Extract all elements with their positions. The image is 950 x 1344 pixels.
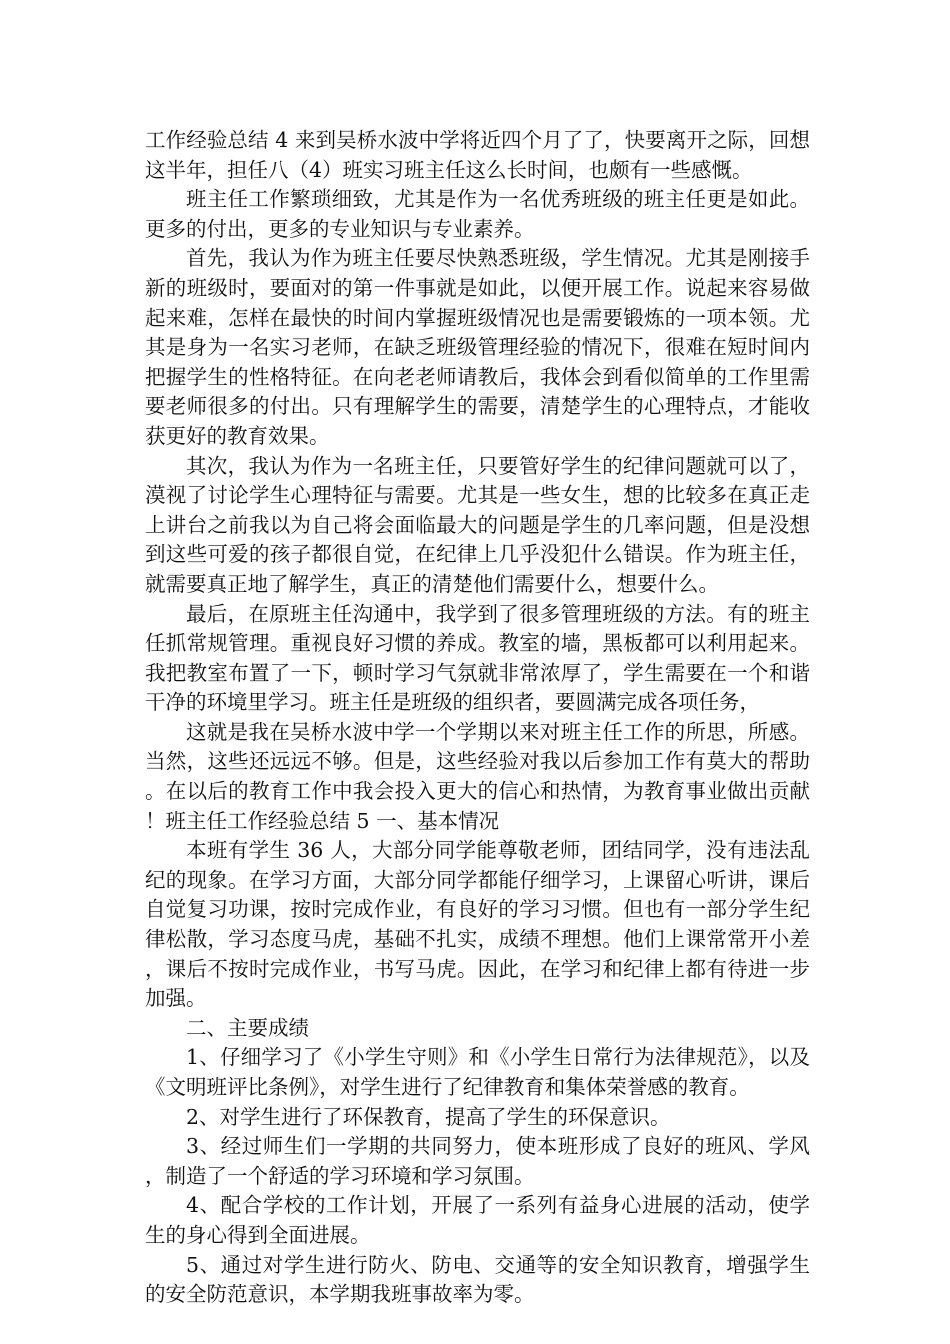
section-heading-achievements: 二、主要成绩 (186, 1015, 309, 1040)
list-item-achievement-4: 4、配合学校的工作计划，开展了一系列有益身心进展的活动，使学生的身心得到全面进展。 (145, 1193, 810, 1247)
list-item-achievement-3: 3、经过师生们一学期的共同努力，使本班形成了良好的班风、学风，制造了一个舒适的学习环境和学习氛围。 (145, 1134, 810, 1188)
list-item-achievement-1: 1、仔细学习了《小学生守则》和《小学生日常行为法律规范》，以及《文明班评比条例》，对学生进行了纪律教育和集体荣誉感的教育。 (145, 1045, 810, 1099)
paragraph-work-nature: 班主任工作繁琐细致，尤其是作为一名优秀班级的班主任更是如此。更多的付出，更多的专业知识与专业素养。 (145, 187, 810, 241)
paragraph-conclusion: 这就是我在吴桥水波中学一个学期以来对班主任工作的所思，所感。当然，这些还远远不够。但是，这些经验对我以后参加工作有莫大的帮助。在以后的教育工作中我会投入更大的信心和热情，为教育事业做出贡献！班主任工作经验总结 5 一、基本情况 (145, 719, 810, 833)
list-item-achievement-2: 2、对学生进行了环保教育，提高了学生的环保意识。 (186, 1104, 671, 1129)
list-item-achievement-5: 5、通过对学生进行防火、防电、交通等的安全知识教育，增强学生的安全防范意识，本学期我班事故率为零。 (145, 1252, 810, 1307)
paragraph-class-situation: 本班有学生 36 人，大部分同学能尊敬老师，团结同学，没有违法乱纪的现象。在学习方面，大部分同学都能仔细学习，上课留心听讲，课后自觉复习功课，按时完成作业，有良好的学习习惯。但也有一部分学生纪律松散，学习态度马虎，基础不扎实，成绩不理想。他们上课常常开小差，课后不按时完成作业，书写马虎。因此，在学习和纪律上都有待进一步加强。 (145, 838, 810, 1011)
paragraph-first-point: 首先，我认为作为班主任要尽快熟悉班级，学生情况。尤其是刚接手新的班级时，要面对的第一件事就是如此，以便开展工作。说起来容易做起来难，怎样在最快的时间内掌握班级情况也是需要锻炼的一项本领。尤其是身为一名实习老师，在缺乏班级管理经验的情况下，很难在短时间内把握学生的性格特征。在向老老师请教后，我体会到看似简单的工作里需要老师很多的付出。只有理解学生的需要，清楚学生的心理特点，才能收获更好的教育效果。 (145, 246, 810, 448)
paragraph-final-point: 最后，在原班主任沟通中，我学到了很多管理班级的方法。有的班主任抓常规管理。重视良好习惯的养成。教室的墙，黑板都可以利用起来。我把教室布置了一下，顿时学习气氛就非常浓厚了，学生需要在一个和谐干净的环境里学习。班主任是班级的组织者，要圆满完成各项任务， (145, 601, 810, 715)
paragraph-intro: 工作经验总结 4 来到吴桥水波中学将近四个月了了，快要离开之际，回想这半年，担任八（4）班实习班主任这么长时间，也颇有一些感慨。 (145, 128, 810, 182)
document-page (145, 126, 810, 1310)
paragraph-second-point: 其次，我认为作为一名班主任，只要管好学生的纪律问题就可以了，漠视了讨论学生心理特征与需要。尤其是一些女生，想的比较多在真正走上讲台之前我以为自己将会面临最大的问题是学生的几率问题，但是没想到这些可爱的孩子都很自觉，在纪律上几乎没犯什么错误。作为班主任，就需要真正地了解学生，真正的清楚他们需要什么，想要什么。 (145, 453, 810, 596)
